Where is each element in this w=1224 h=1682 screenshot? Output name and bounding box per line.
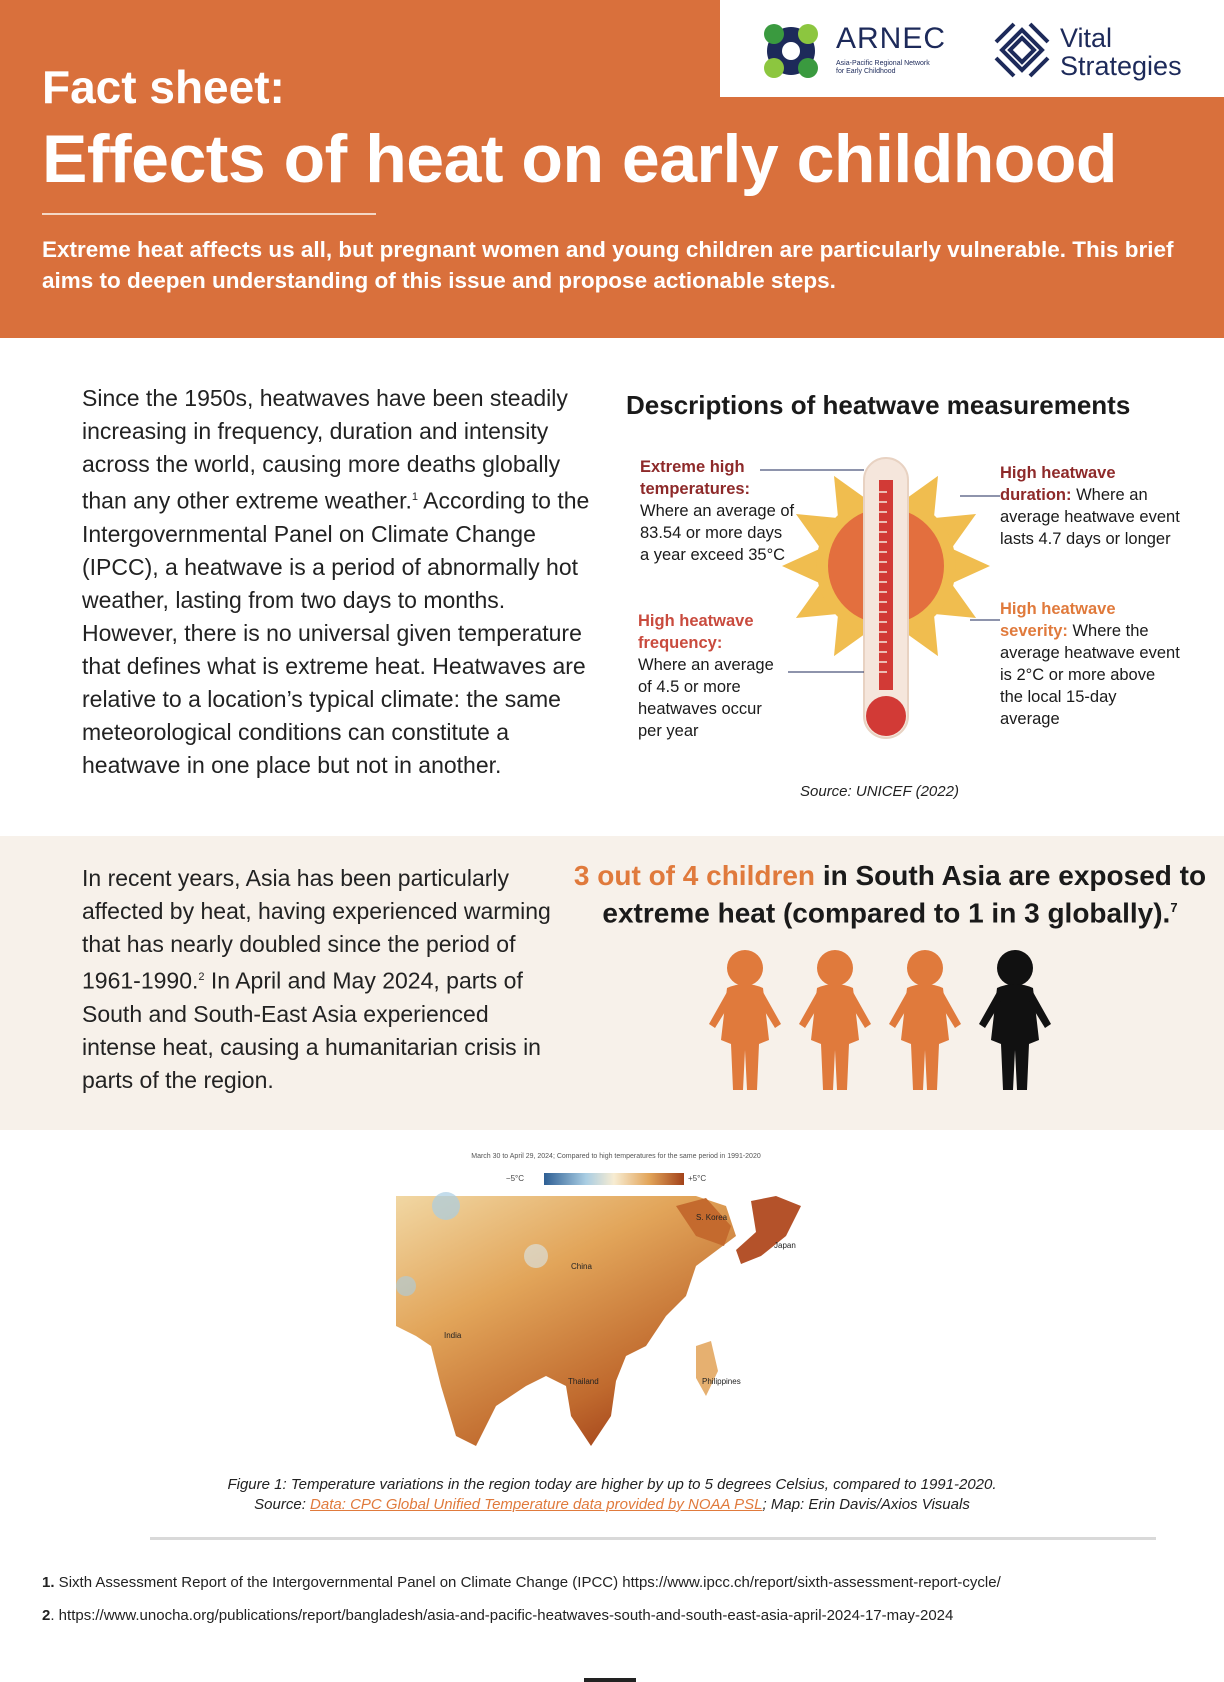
term-extreme-high-text: Where an average of 83.54 or more days a year exceed 35°C	[640, 502, 795, 564]
term-severity-label: High heatwave severity:	[1000, 600, 1116, 640]
child-silhouette-icon	[979, 950, 1051, 1090]
page-title: Effects of heat on early childhood	[42, 121, 1117, 197]
map-label-korea: S. Korea	[696, 1213, 728, 1222]
term-duration	[1000, 462, 1180, 550]
caption-source-suffix: ; Map: Erin Davis/Axios Visuals	[762, 1496, 970, 1513]
map-label-japan: Japan	[774, 1241, 796, 1250]
child-silhouette-icon	[709, 950, 781, 1090]
term-frequency-text: Where an average of 4.5 or more heatwaves occur per year	[638, 656, 774, 740]
map-label-china: China	[571, 1262, 592, 1271]
footnote-1-text[interactable]: Sixth Assessment Report of the Intergovernmental Panel on Climate Change (IPCC) https://www.ipcc.ch/report/sixth-assessment-report-cycle/	[54, 1574, 1001, 1591]
asia-paragraph	[82, 862, 552, 1097]
arnec-logo-icon	[760, 20, 822, 82]
map-label-philippines: Philippines	[702, 1377, 741, 1386]
map-scale-min: −5°C	[505, 1174, 524, 1183]
children-silhouettes	[700, 940, 1060, 1100]
asia-text-a: In recent years, Asia has been particularly affected by heat, having experienced warming that has nearly doubled since the period of 1961-1990.	[82, 865, 551, 994]
cool-patch	[396, 1276, 416, 1296]
term-severity	[1000, 598, 1180, 730]
cool-patch	[524, 1244, 548, 1268]
measurements-title: Descriptions of heatwave measurements	[626, 390, 1131, 420]
arnec-name: ARNEC	[836, 22, 947, 55]
arnec-tagline-1: Asia-Pacific Regional Network	[836, 60, 930, 67]
footnote-1-num: 1.	[42, 1574, 55, 1591]
term-extreme-high	[640, 456, 795, 566]
term-frequency	[638, 610, 788, 742]
map-subtitle: March 30 to April 29, 2024; Compared to high temperatures for the same period in 1991-2020	[471, 1153, 761, 1160]
arnec-tagline	[836, 60, 966, 76]
map-scale-max: +5°C	[688, 1174, 707, 1183]
footnote-2	[42, 1607, 953, 1624]
caption-source-prefix: Source:	[254, 1496, 311, 1513]
cool-patch	[432, 1192, 460, 1220]
term-severity-text: Where the average heatwave event is 2°C or more above the local 15-day average	[1000, 622, 1180, 728]
logo-box	[720, 0, 1224, 97]
philippines-shape	[696, 1341, 718, 1396]
footnote-ref-7: 7	[1170, 900, 1178, 915]
child-silhouette-icon	[799, 950, 871, 1090]
page-indicator	[584, 1678, 636, 1682]
mainland-asia-shape	[396, 1196, 736, 1446]
term-frequency-label: High heatwave frequency:	[638, 612, 754, 652]
term-duration-text: Where an average heatwave event lasts 4.7 days or longer	[1000, 486, 1180, 548]
map-label-india: India	[444, 1331, 462, 1340]
stat-rest: in South Asia are exposed to extreme heat (compared to 1 in 3 globally).	[602, 860, 1207, 929]
footnote-1	[42, 1574, 1001, 1591]
term-duration-label: High heatwave duration:	[1000, 464, 1116, 504]
intro-paragraph	[82, 382, 590, 782]
vital-strategies-name	[1060, 24, 1182, 80]
caption-line-1: Figure 1: Temperature variations in the region today are higher by up to 5 degrees Celsius, compared to 1991-2020.	[227, 1476, 997, 1493]
footnote-2-text[interactable]: . https://www.unocha.org/publications/report/bangladesh/asia-and-pacific-heatwaves-south-and-south-east-asia-april-2024-17-may-2024	[50, 1607, 954, 1624]
noaa-data-link[interactable]: Data: CPC Global Unified Temperature data provided by NOAA PSL	[310, 1496, 763, 1513]
arnec-tagline-2: for Early Childhood	[836, 68, 896, 75]
title-divider	[42, 213, 376, 215]
term-extreme-high-label: Extreme high temperatures:	[640, 458, 751, 498]
vital-strategies-icon	[992, 20, 1052, 80]
caption-source	[100, 1495, 1124, 1515]
fact-sheet-kicker: Fact sheet:	[42, 61, 285, 113]
stat-highlight: 3 out of 4 children	[573, 860, 816, 891]
arnec-logo	[760, 20, 980, 80]
figure-caption	[100, 1475, 1124, 1515]
heatwave-diagram	[630, 440, 1190, 760]
footnote-ref-2: 2	[198, 971, 205, 983]
asia-text-b: In April and May 2024, parts of South and South-East Asia experienced intense heat, causing a humanitarian crisis in parts of the region.	[82, 967, 541, 1093]
vital-name-2: Strategies	[1060, 51, 1182, 81]
lede-text: Extreme heat affects us all, but pregnant women and young children are particularly vulnerable. This brief aims to deepen understanding of this issue and propose actionable steps.	[42, 237, 1174, 293]
vital-name-1: Vital	[1060, 23, 1113, 53]
footnote-2-num: 2	[42, 1607, 51, 1624]
map-color-scale	[544, 1173, 684, 1185]
intro-text-a: Since the 1950s, heatwaves have been steadily increasing in frequency, duration and intensity across the world, causing more deaths globally than any other extreme weather.	[82, 385, 568, 514]
diagram-source: Source: UNICEF (2022)	[800, 783, 959, 800]
vital-strategies-logo	[992, 20, 1212, 82]
temperature-map	[396, 1146, 836, 1456]
children-exposure-stat	[560, 860, 1220, 929]
japan-shape	[736, 1196, 801, 1264]
footnote-divider	[150, 1537, 1156, 1540]
map-label-thailand: Thailand	[568, 1377, 599, 1386]
intro-text-b: According to the Intergovernmental Panel on Climate Change (IPCC), a heatwave is a period of abnormally hot weather, lasting from two days to months. However, there is no universal given temperature that defines what is extreme heat. Heatwaves are relative to a location’s typical climate: the same meteorological conditions can constitute a heatwave in one place but not in another.	[82, 487, 590, 778]
footnote-ref-1: 1	[411, 491, 418, 503]
child-silhouette-icon	[889, 950, 961, 1090]
